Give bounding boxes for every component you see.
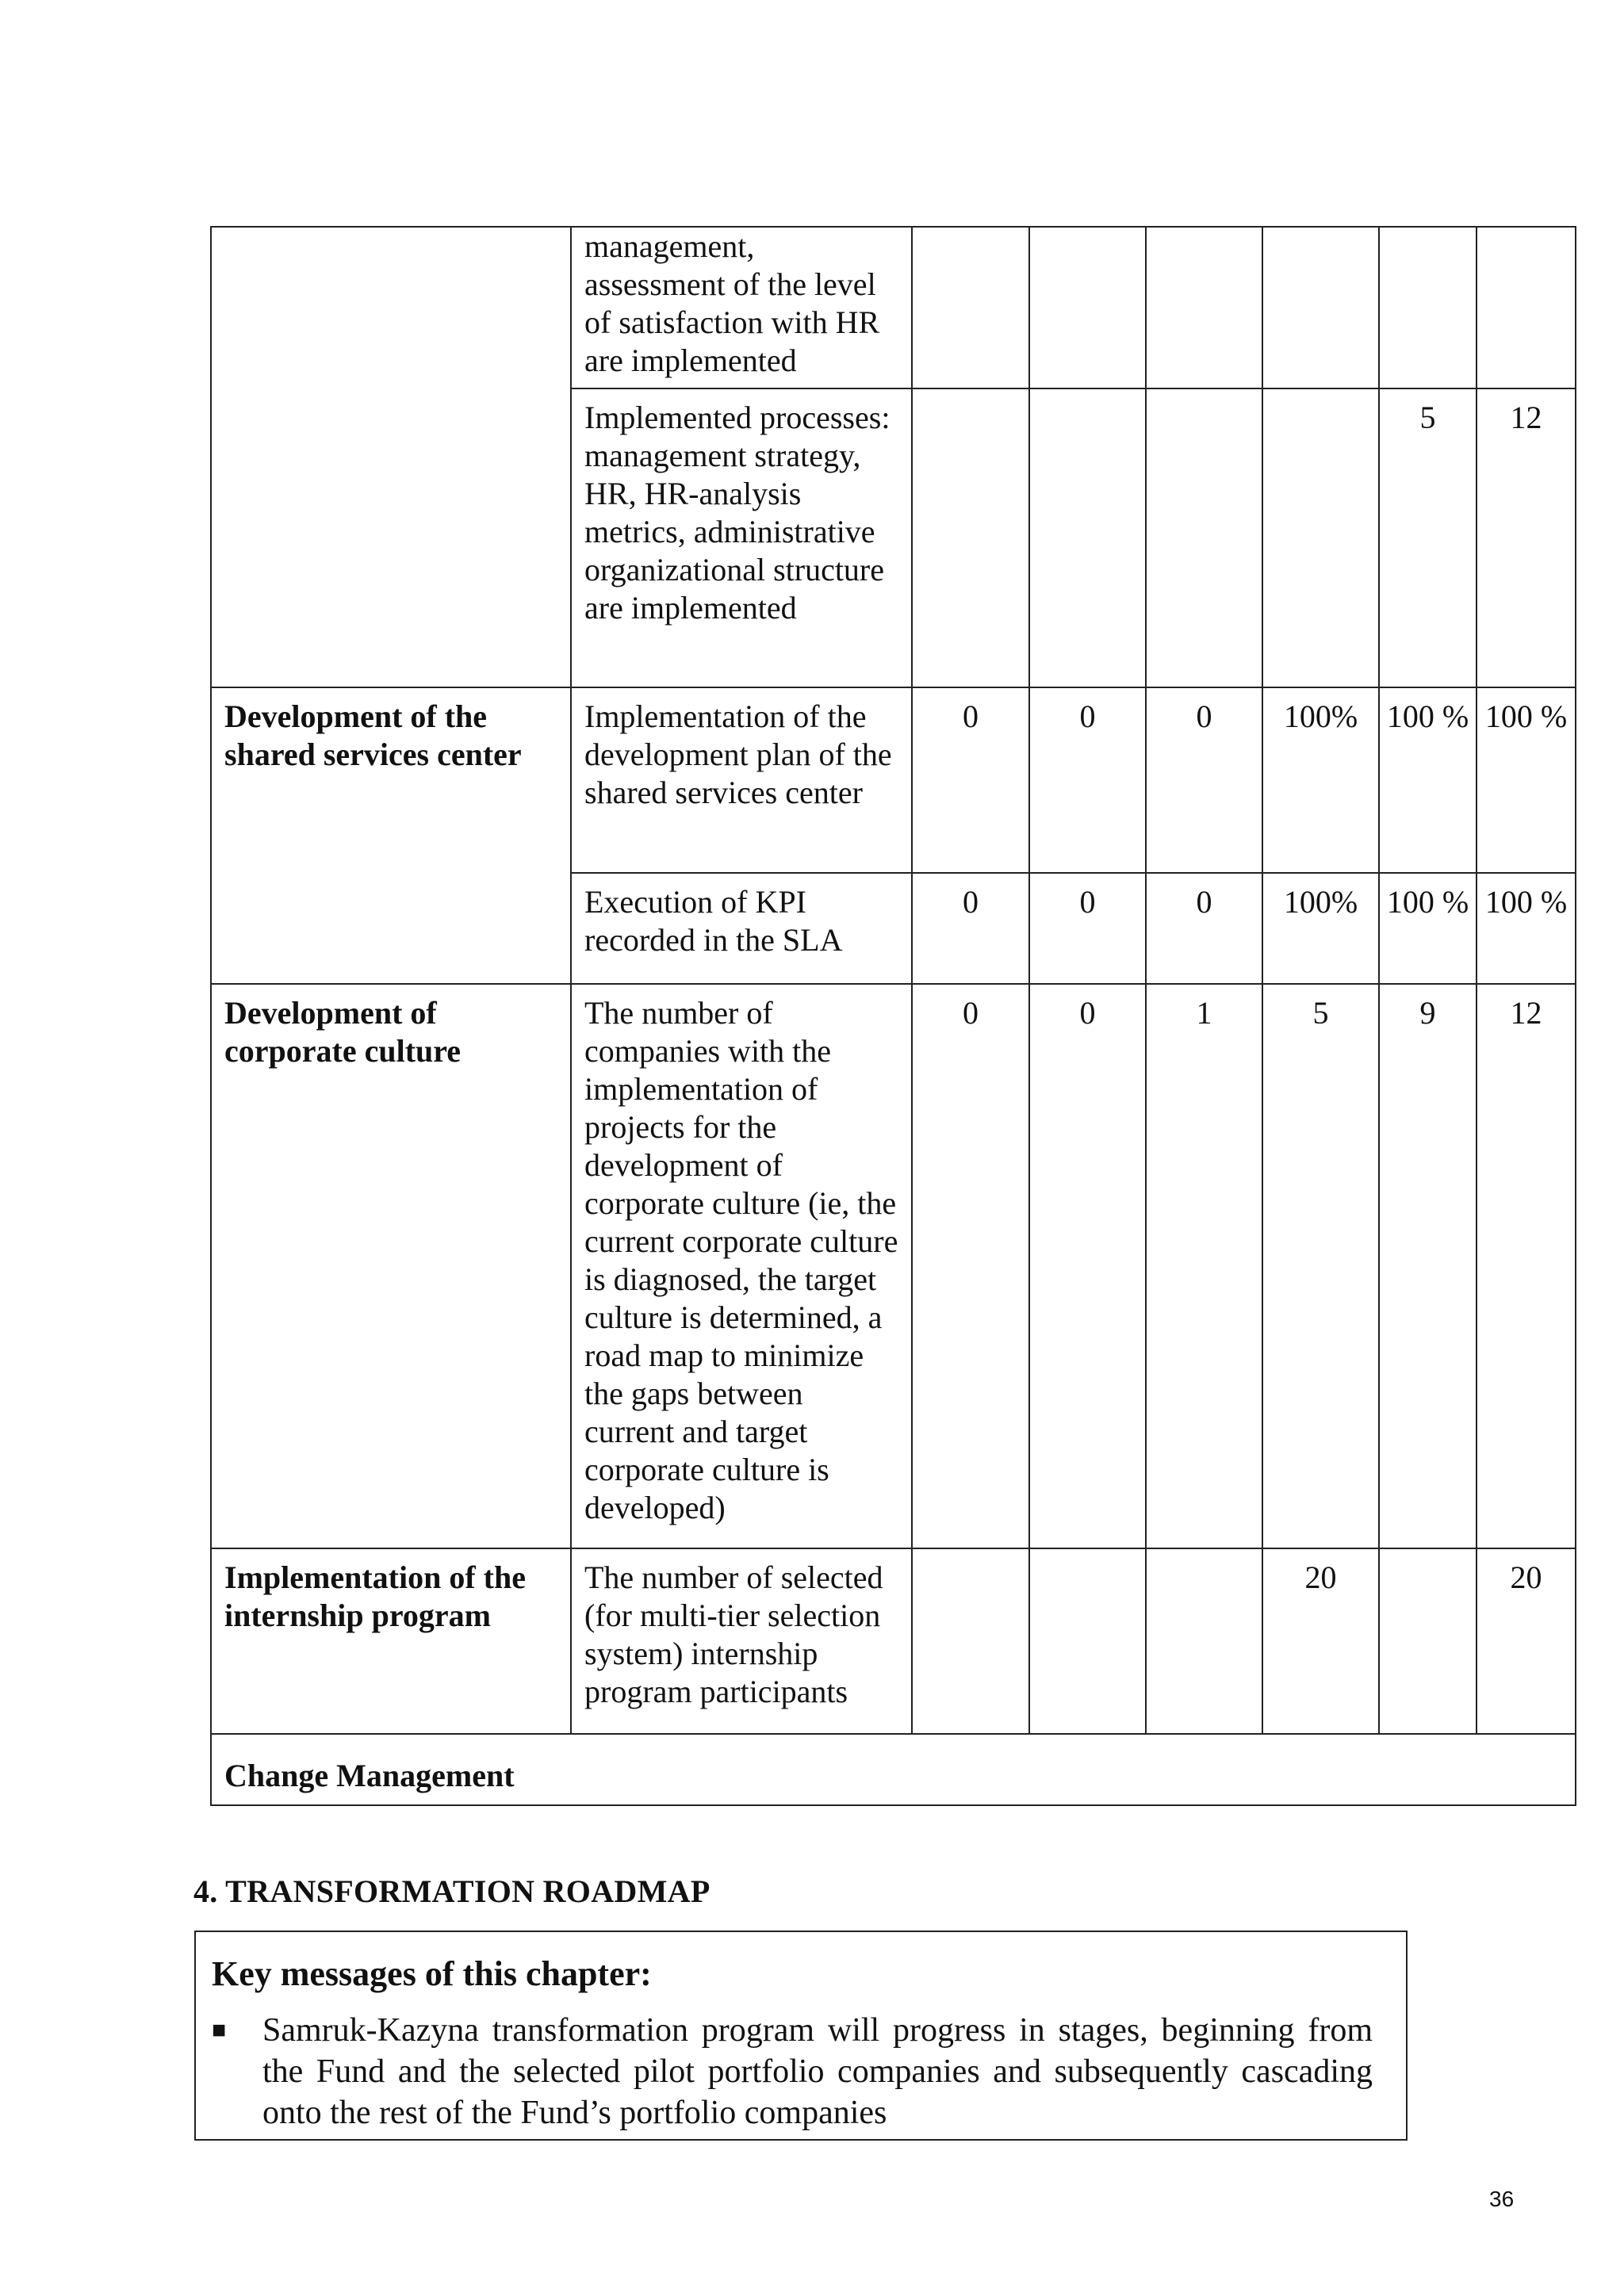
value-cell: 0 bbox=[912, 873, 1029, 984]
table-row bbox=[211, 227, 1576, 388]
value-cell bbox=[1029, 388, 1146, 687]
table-row bbox=[211, 1548, 1576, 1734]
indicator-cell: Execution of KPI recorded in the SLA bbox=[571, 873, 912, 984]
value-cell bbox=[912, 388, 1029, 687]
indicator-cell: management, assessment of the level of satisfaction with HR are implemented bbox=[571, 227, 912, 388]
value-cell bbox=[1029, 227, 1146, 388]
value-cell bbox=[1029, 1548, 1146, 1734]
page-number: 36 bbox=[1489, 2187, 1515, 2211]
value-cell: 100 % bbox=[1477, 873, 1576, 984]
key-messages-box bbox=[194, 1931, 1408, 2141]
key-message-item bbox=[212, 2010, 1373, 2133]
value-cell: 0 bbox=[1029, 984, 1146, 1548]
value-cell bbox=[1146, 388, 1262, 687]
value-cell: 100 % bbox=[1379, 687, 1477, 873]
value-cell: 0 bbox=[1029, 687, 1146, 873]
value-cell bbox=[1146, 1548, 1262, 1734]
value-cell: 12 bbox=[1477, 388, 1576, 687]
table-row bbox=[211, 984, 1576, 1548]
section-heading: 4. TRANSFORMATION ROADMAP bbox=[193, 1873, 710, 1909]
indicator-cell: The number of selected (for multi-tier selection system) internship program participants bbox=[571, 1548, 912, 1734]
value-cell: 0 bbox=[912, 984, 1029, 1548]
value-cell: 20 bbox=[1262, 1548, 1379, 1734]
kpi-table bbox=[210, 226, 1576, 1806]
value-cell bbox=[912, 1548, 1029, 1734]
indicator-cell: Implemented processes: management strategy, HR, HR-analysis metrics, administrative organizational structure are implemented bbox=[571, 388, 912, 687]
table-row bbox=[211, 687, 1576, 873]
square-bullet-icon: ■ bbox=[212, 2017, 227, 2043]
value-cell: 9 bbox=[1379, 984, 1477, 1548]
indicator-cell: The number of companies with the implementation of projects for the development of corporate culture (ie, the current corporate culture is diagnosed, the target culture is determined, a road map to minimize the gaps between current and target corporate culture is developed) bbox=[571, 984, 912, 1548]
value-cell: 100% bbox=[1262, 873, 1379, 984]
value-cell: 1 bbox=[1146, 984, 1262, 1548]
value-cell: 0 bbox=[1146, 873, 1262, 984]
value-cell: 20 bbox=[1477, 1548, 1576, 1734]
value-cell bbox=[1262, 388, 1379, 687]
value-cell bbox=[1146, 227, 1262, 388]
value-cell: 5 bbox=[1262, 984, 1379, 1548]
key-messages-title: Key messages of this chapter: bbox=[212, 1954, 652, 1993]
indicator-cell: Implementation of the development plan of the shared services center bbox=[571, 687, 912, 873]
value-cell bbox=[1477, 227, 1576, 388]
area-cell: Development of the shared services center bbox=[211, 687, 571, 984]
value-cell: 0 bbox=[1029, 873, 1146, 984]
value-cell: 0 bbox=[1146, 687, 1262, 873]
value-cell: 100 % bbox=[1477, 687, 1576, 873]
area-cell: Implementation of the internship program bbox=[211, 1548, 571, 1734]
value-cell bbox=[912, 227, 1029, 388]
value-cell: 100 % bbox=[1379, 873, 1477, 984]
value-cell bbox=[1379, 227, 1477, 388]
value-cell: 12 bbox=[1477, 984, 1576, 1548]
value-cell bbox=[1262, 227, 1379, 388]
value-cell bbox=[1379, 1548, 1477, 1734]
area-cell bbox=[211, 227, 571, 687]
value-cell: 100% bbox=[1262, 687, 1379, 873]
area-cell: Development of corporate culture bbox=[211, 984, 571, 1548]
value-cell: 5 bbox=[1379, 388, 1477, 687]
section-label: Change Management bbox=[211, 1734, 1576, 1805]
table-section-row bbox=[211, 1734, 1576, 1805]
value-cell: 0 bbox=[912, 687, 1029, 873]
key-message-text: Samruk-Kazyna transformation program will progress in stages, beginning from the Fund and the selected pilot portfolio companies and subsequently cascading onto the rest of the Fund’s portfolio companies bbox=[262, 2012, 1373, 2131]
